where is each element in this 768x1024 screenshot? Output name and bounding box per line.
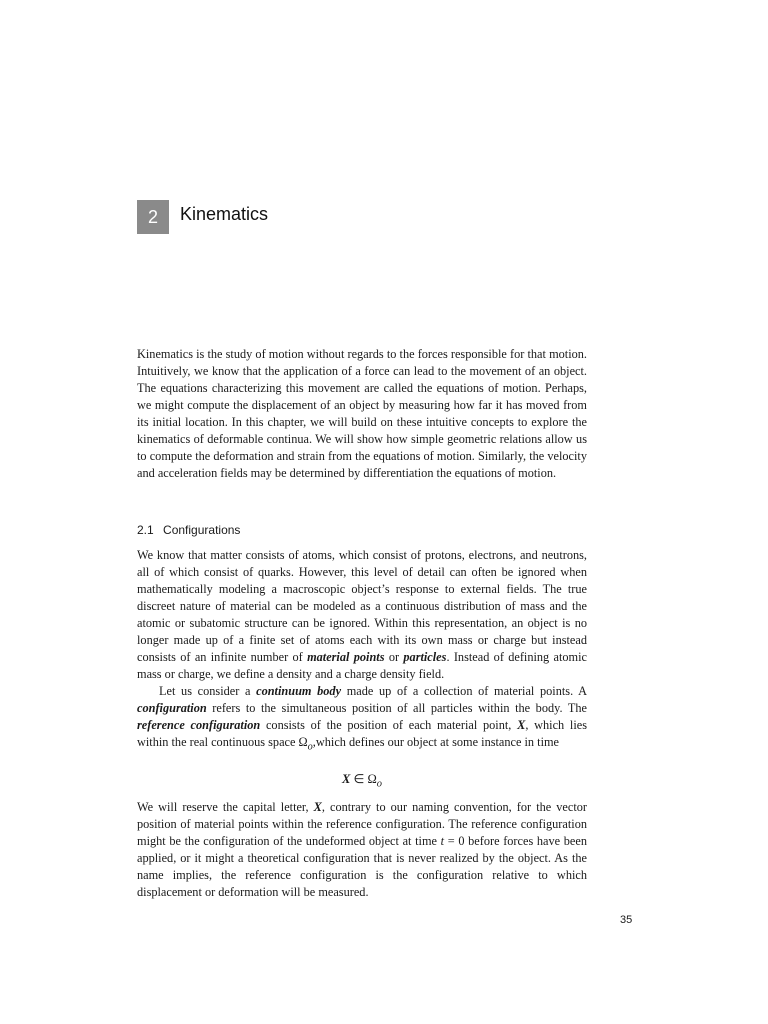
paragraph-matter [137,547,587,683]
post-equation-paragraph [137,799,587,901]
section-number: 2.1 [137,523,154,537]
para3-text-1: We will reserve the capital letter, [137,800,314,814]
intro-paragraph [137,346,587,482]
chapter-title: Kinematics [180,204,269,224]
para2-text-6: ,which defines our object at some instance in time [312,735,560,749]
equation-operator: ∈ [350,772,368,786]
para3-text-3: = 0 before forces have been applied, or it might a theoretical configuration that is never realized by the object. As the name implies, the reference configuration is the configuration relative to which displacement or deformation will be measured. [137,834,587,899]
symbol-X: X [517,718,526,732]
para2-text-1: Let us consider a [159,684,257,698]
para2-text-3: refers to the simultaneous position of all particles within the body. The [206,701,587,715]
chapter-number-badge [137,200,169,234]
symbol-t: t [440,834,445,848]
para1-text-2: or [384,650,404,664]
para1-text-3: . Instead of defining atomic mass or charge, we define a density and a charge density field. [137,650,587,681]
term-particles: particles [403,650,447,664]
term-configuration: configuration [137,701,207,715]
term-material-points: material points [307,650,385,664]
equation-rhs-subscript: o [376,778,382,790]
para2-text-5: , which lies within the real continuous space [137,718,587,749]
symbol-omega: Ω [298,735,308,749]
paragraph-continuum-body [137,683,587,755]
symbol-X: X [313,800,322,814]
section-title: Configurations [163,523,241,537]
para1-text-1: We know that matter consists of atoms, which consist of protons, electrons, and neutrons, all of which consist of quarks. However, this level of detail can often be ignored when mathematically modeling a macroscopic object’s response to external fields. The true discreet nature of material can be modeled as a continuous distribution of mass and the atomic or subatomic structure can be ignored. Within this representation, an object is no longer made up of a finite set of atoms each with its own mass or charge but instead consists of an infinite number of [137,548,587,664]
para2-text-4: consists of the position of each material point, [260,718,518,732]
equation-lhs: X [342,772,351,786]
para3-text-2: , contrary to our naming convention, for the vector position of material points within the reference configuration. The reference configuration might be the configuration of the undeformed object at time [137,800,587,848]
equation-x-in-omega [137,771,587,790]
page-number: 35 [620,914,633,926]
chapter-number: 2 [147,206,158,227]
para2-text-2: made up of a collection of material points. A [341,684,588,698]
term-continuum-body: continuum body [256,684,342,698]
section-heading [137,523,240,537]
equation-rhs: Ω [367,772,377,786]
intro-text: Kinematics is the study of motion without regards to the forces responsible for that motion. Intuitively, we know that the application of a force can lead to the movement of an object. The equations characterizing this movement are called the equations of motion. Perhaps, we might compute the displacement of an object by measuring how far it has moved from its initial location. In this chapter, we will build on these intuitive concepts to explore the kinematics of deformable continua. We will show how simple geometric relations allow us to compute the deformation and strain from the equations of motion. Similarly, the velocity and acceleration fields may be determined by differentiation the equations of motion. [137,347,587,480]
paragraph-reference-configuration [137,799,587,901]
term-reference-configuration: reference configuration [137,718,261,732]
section-body [137,547,587,755]
symbol-omega-subscript: o [307,741,313,753]
